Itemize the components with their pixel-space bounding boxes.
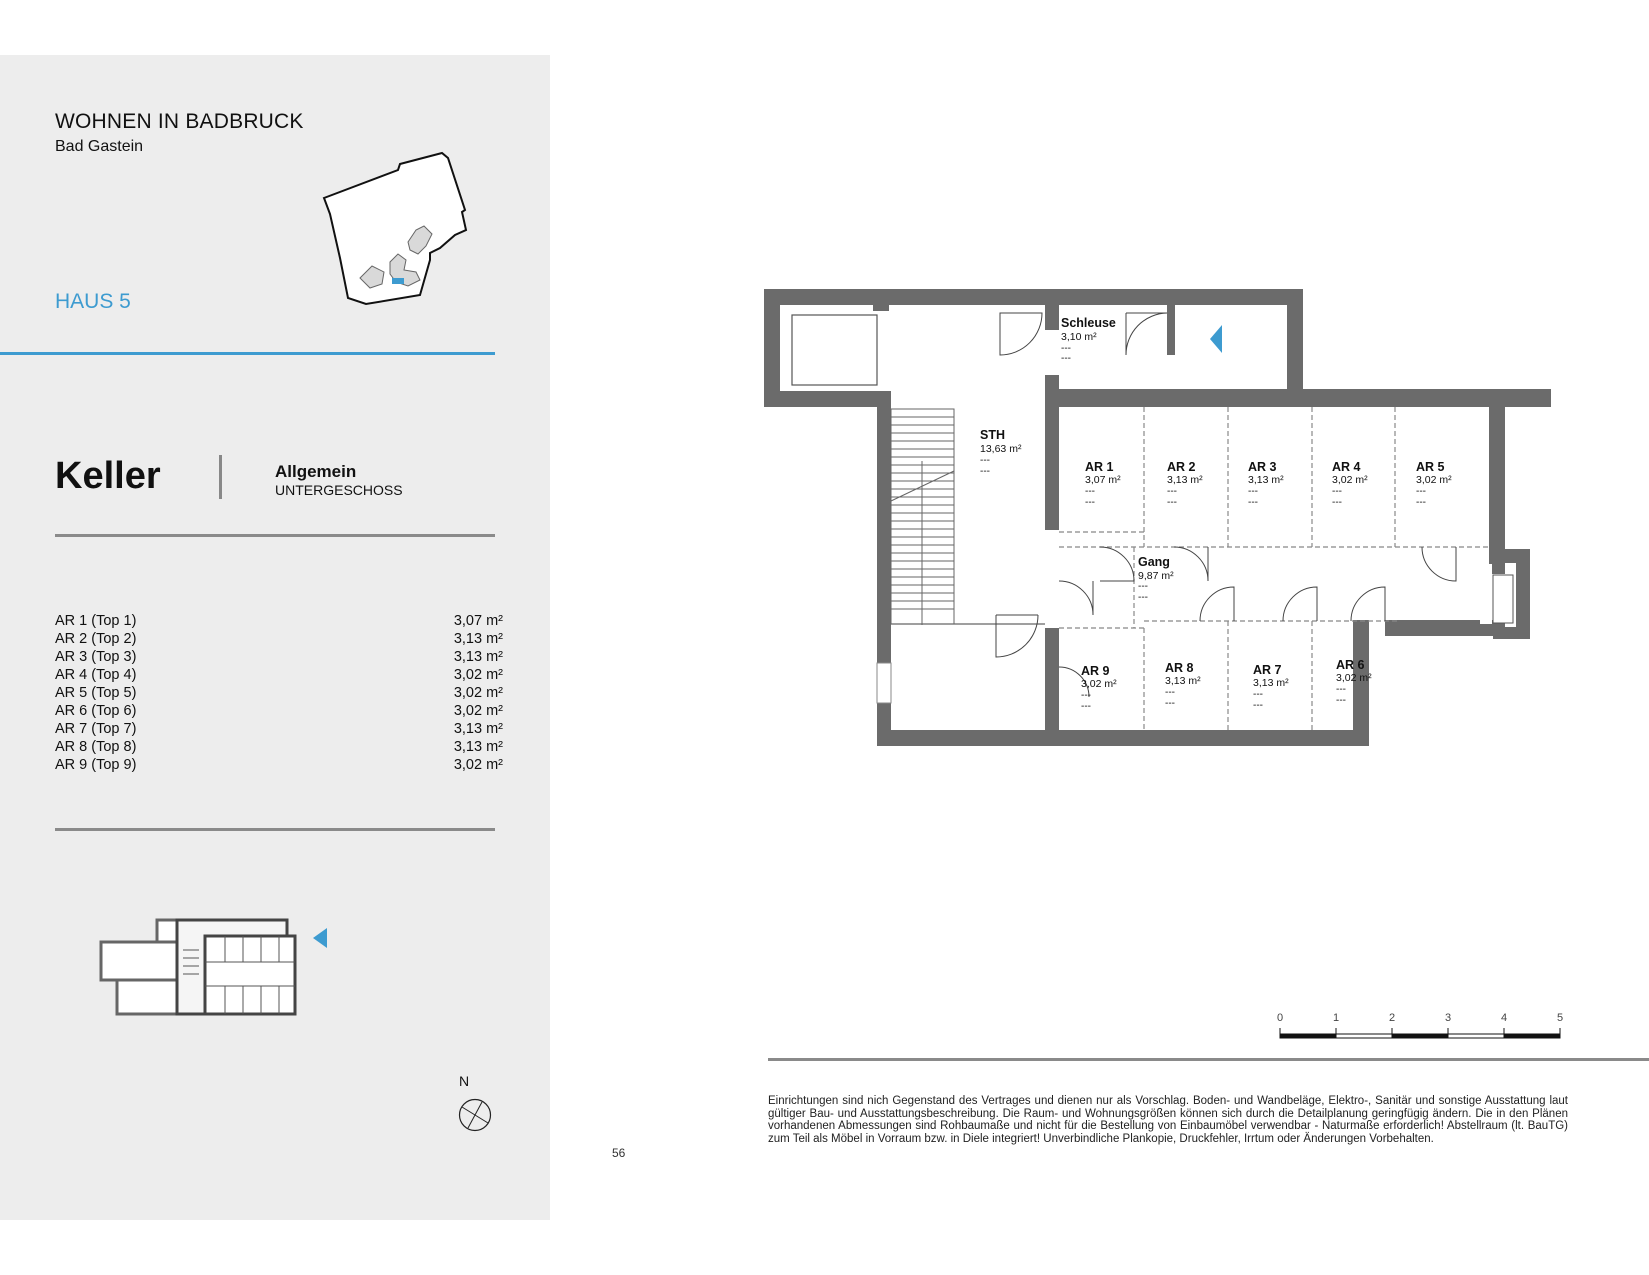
room-name: Gang [1138, 555, 1170, 569]
area-label: AR 7 (Top 7) [55, 721, 137, 737]
area-value: 3,13 m² [453, 721, 503, 737]
room-area: 3,13 m² [1167, 474, 1203, 486]
room-note: --- [1336, 684, 1346, 695]
room-area: 3,13 m² [1165, 675, 1201, 687]
room-note: --- [1081, 701, 1091, 712]
room-name: AR 8 [1165, 661, 1194, 675]
room-note: --- [1248, 497, 1258, 508]
area-value: 3,02 m² [453, 667, 503, 683]
room-area: 3,02 m² [1081, 678, 1117, 690]
room-area: 3,07 m² [1085, 474, 1121, 486]
project-location: Bad Gastein [55, 138, 144, 155]
area-label: AR 6 (Top 6) [55, 703, 137, 719]
room-name: AR 1 [1085, 460, 1114, 474]
room-area: 3,13 m² [1248, 474, 1284, 486]
floor-plan [760, 285, 1560, 765]
area-label: AR 9 (Top 9) [55, 757, 137, 773]
area-value: 3,07 m² [453, 613, 503, 629]
scale-tick-label: 1 [1332, 1012, 1340, 1024]
scale-tick-label: 0 [1276, 1012, 1284, 1024]
scale-tick-label: 5 [1556, 1012, 1564, 1024]
room-name: AR 5 [1416, 460, 1445, 474]
page-number: 56 [612, 1146, 626, 1160]
room-area: 3,02 m² [1416, 474, 1452, 486]
room-name: AR 2 [1167, 460, 1196, 474]
divider-bottom [55, 828, 495, 831]
entrance-marker-icon [1210, 325, 1222, 353]
room-note: --- [1061, 343, 1071, 354]
room-area: 3,10 m² [1061, 331, 1097, 343]
floor-keymap [95, 910, 335, 1020]
room-note: --- [980, 455, 990, 466]
room-note: --- [1085, 497, 1095, 508]
area-row [55, 720, 503, 738]
room-area: 13,63 m² [980, 443, 1022, 455]
room-name: AR 3 [1248, 460, 1277, 474]
room-area: 3,02 m² [1336, 672, 1372, 684]
area-label: AR 4 (Top 4) [55, 667, 137, 683]
area-row [55, 738, 503, 756]
north-arrow-icon [457, 1097, 493, 1133]
room-note: --- [1332, 497, 1342, 508]
section-title: Allgemein [275, 462, 357, 481]
room-note: --- [1167, 486, 1177, 497]
room-name: AR 6 [1336, 658, 1365, 672]
area-label: AR 2 (Top 2) [55, 631, 137, 647]
area-row [55, 702, 503, 720]
title-separator [219, 455, 222, 499]
room-name: AR 4 [1332, 460, 1361, 474]
room-note: --- [1253, 700, 1263, 711]
area-row [55, 756, 503, 774]
area-value: 3,02 m² [453, 757, 503, 773]
scale-tick-label: 4 [1500, 1012, 1508, 1024]
room-name: Schleuse [1061, 316, 1116, 330]
room-area: 9,87 m² [1138, 570, 1174, 582]
area-label: AR 1 (Top 1) [55, 613, 137, 629]
area-value: 3,13 m² [453, 739, 503, 755]
room-name: STH [980, 428, 1005, 442]
area-value: 3,13 m² [453, 631, 503, 647]
room-note: --- [1165, 687, 1175, 698]
room-note: --- [1138, 581, 1148, 592]
room-note: --- [1416, 497, 1426, 508]
area-row [55, 630, 503, 648]
room-note: --- [1248, 486, 1258, 497]
area-value: 3,02 m² [453, 703, 503, 719]
site-plan-keymap [320, 150, 490, 310]
area-list [55, 612, 503, 774]
room-note: --- [1167, 497, 1177, 508]
stairs [891, 409, 1045, 625]
project-title: WOHNEN IN BADBRUCK [55, 110, 304, 133]
disclaimer-text: Einrichtungen sind nich Gegenstand des Vertrages und dienen nur als Vorschlag. Boden- und Wandbeläge, Elektro-, Sanitär und sonstige Ausstattung laut gültiger Bau- und Ausstattungsbeschreibung. Die Raum- und Wohnungsgrößen können sich durch die Detailplanung geringfügig ändern. Die in den Plänen vorhandenen Abmessungen sind Rohbaumaße und nicht für die Bestellung von Einbaumöbel verwendbar - Naturmaße erforderlich! Abstellraum (lt. BauTG) zum Teil als Möbel in Vorraum bzw. in Diele integriert! Unverbindliche Plankopie, Druckfehler, Irrtum oder Änderungen Vorbehalten. [768, 1095, 1568, 1145]
north-label: N [459, 1073, 470, 1089]
area-value: 3,02 m² [453, 685, 503, 701]
divider-top [55, 534, 495, 537]
area-label: AR 3 (Top 3) [55, 649, 137, 665]
room-note: --- [1061, 353, 1071, 364]
room-name: AR 9 [1081, 664, 1110, 678]
room-area: 3,13 m² [1253, 677, 1289, 689]
room-note: --- [1081, 690, 1091, 701]
scale-bar [1270, 1008, 1570, 1042]
area-label: AR 8 (Top 8) [55, 739, 137, 755]
room-name: AR 7 [1253, 663, 1282, 677]
scale-tick-label: 2 [1388, 1012, 1396, 1024]
footer-divider [768, 1058, 1649, 1061]
floor-name: Keller [55, 455, 161, 497]
area-row [55, 666, 503, 684]
room-area: 3,02 m² [1332, 474, 1368, 486]
area-row [55, 684, 503, 702]
house-label: HAUS 5 [55, 290, 131, 313]
room-note: --- [1253, 689, 1263, 700]
room-note: --- [1332, 486, 1342, 497]
room-note: --- [1336, 695, 1346, 706]
accent-divider [0, 352, 495, 355]
area-label: AR 5 (Top 5) [55, 685, 137, 701]
room-note: --- [980, 466, 990, 477]
scale-tick-label: 3 [1444, 1012, 1452, 1024]
doors [996, 313, 1456, 697]
room-note: --- [1138, 592, 1148, 603]
room-note: --- [1085, 486, 1095, 497]
room-note: --- [1165, 698, 1175, 709]
section-subtitle: UNTERGESCHOSS [275, 482, 403, 498]
area-value: 3,13 m² [453, 649, 503, 665]
area-row [55, 648, 503, 666]
room-note: --- [1416, 486, 1426, 497]
area-row [55, 612, 503, 630]
